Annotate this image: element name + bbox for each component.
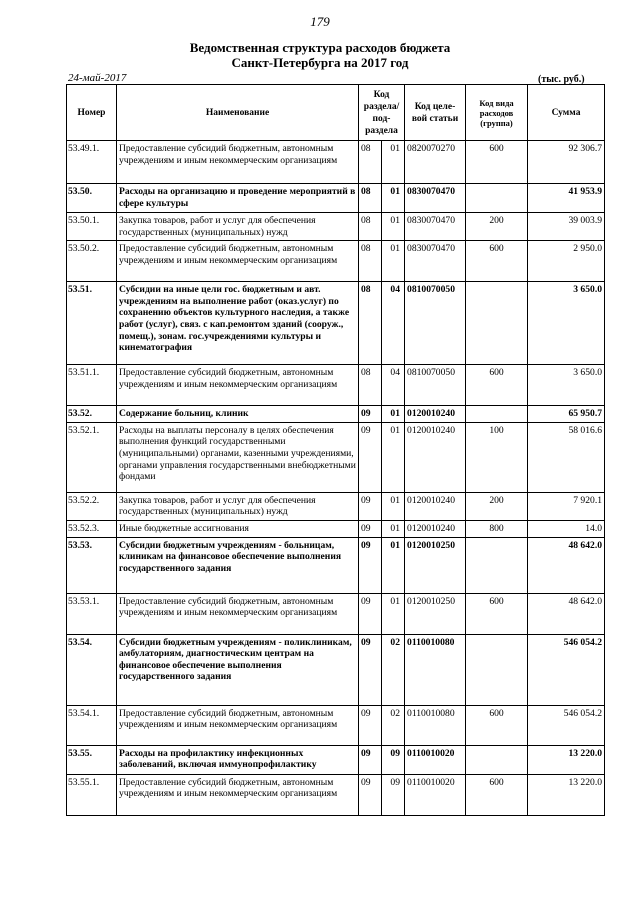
row-target-article: 0120010250: [405, 593, 466, 634]
row-target-article: 0810070050: [405, 365, 466, 406]
table-row: [67, 705, 605, 745]
row-section: 09: [359, 705, 382, 745]
row-expense-type: 600: [466, 141, 528, 184]
row-subsection: 01: [382, 422, 405, 492]
row-section: 08: [359, 365, 382, 406]
row-subsection: 01: [382, 213, 405, 241]
table-row: [67, 634, 605, 705]
row-number: 53.52.: [67, 406, 117, 423]
row-expense-type: [466, 184, 528, 213]
header-name: Наименование: [117, 85, 359, 141]
row-sum: 13 220.0: [528, 774, 605, 815]
table-row: [67, 520, 605, 537]
row-subsection: 01: [382, 492, 405, 520]
row-section: 09: [359, 520, 382, 537]
table-row: [67, 492, 605, 520]
header-number: Номер: [67, 85, 117, 141]
row-name: Субсидии бюджетным учреждениям - больницам, клиникам на финансовое обеспечение выполнения государственного задания: [117, 537, 359, 593]
row-name: Расходы на организацию и проведение мероприятий в сфере культуры: [117, 184, 359, 213]
header-section: Код раздела/ под- раздела: [359, 85, 405, 141]
row-number: 53.54.1.: [67, 705, 117, 745]
row-target-article: 0830070470: [405, 213, 466, 241]
row-expense-type: 100: [466, 422, 528, 492]
table-row: [67, 184, 605, 213]
row-target-article: 0830070470: [405, 184, 466, 213]
row-section: 09: [359, 745, 382, 774]
row-target-article: 0120010240: [405, 520, 466, 537]
row-number: 53.52.3.: [67, 520, 117, 537]
row-subsection: 01: [382, 537, 405, 593]
row-subsection: 04: [382, 282, 405, 365]
table-row: [67, 141, 605, 184]
row-number: 53.53.: [67, 537, 117, 593]
row-sum: 92 306.7: [528, 141, 605, 184]
row-subsection: 01: [382, 141, 405, 184]
row-expense-type: 600: [466, 365, 528, 406]
row-sum: 39 003.9: [528, 213, 605, 241]
row-number: 53.52.1.: [67, 422, 117, 492]
row-number: 53.55.: [67, 745, 117, 774]
row-name: Закупка товаров, работ и услуг для обеспечения государственных (муниципальных) нужд: [117, 213, 359, 241]
row-subsection: 01: [382, 184, 405, 213]
title-line-1: Ведомственная структура расходов бюджета: [189, 40, 451, 55]
row-expense-type: 200: [466, 213, 528, 241]
row-target-article: 0110010020: [405, 745, 466, 774]
row-sum: 48 642.0: [528, 537, 605, 593]
row-target-article: 0830070470: [405, 241, 466, 282]
table-row: [67, 282, 605, 365]
row-expense-type: 800: [466, 520, 528, 537]
row-number: 53.50.2.: [67, 241, 117, 282]
row-sum: 2 950.0: [528, 241, 605, 282]
row-section: 09: [359, 593, 382, 634]
row-sum: 65 950.7: [528, 406, 605, 423]
header-expense-type: Код вида расходов (группа): [466, 85, 528, 141]
row-sum: 3 650.0: [528, 282, 605, 365]
table-row: [67, 593, 605, 634]
row-expense-type: 600: [466, 705, 528, 745]
row-expense-type: [466, 634, 528, 705]
row-name: Закупка товаров, работ и услуг для обеспечения государственных (муниципальных) нужд: [117, 492, 359, 520]
row-subsection: 09: [382, 774, 405, 815]
row-name: Расходы на выплаты персоналу в целях обеспечения выполнения функций государственными (муниципальными) органами, казенными учреждениями, органами управления государственными внебюджетными фондами: [117, 422, 359, 492]
row-name: Расходы на профилактику инфекционных заболеваний, включая иммунопрофилактику: [117, 745, 359, 774]
row-section: 08: [359, 184, 382, 213]
row-number: 53.49.1.: [67, 141, 117, 184]
table-row: [67, 406, 605, 423]
row-section: 08: [359, 141, 382, 184]
header-target-article: Код целе- вой статьи: [405, 85, 466, 141]
document-date: 24-май-2017: [68, 72, 127, 84]
row-target-article: 0110010080: [405, 634, 466, 705]
table-row: [67, 422, 605, 492]
document-title: [0, 40, 640, 70]
table-row: [67, 774, 605, 815]
row-sum: 48 642.0: [528, 593, 605, 634]
row-name: Субсидии на иные цели гос. бюджетным и авт. учреждениям на выполнение работ (оказ.услуг) по сохранению объектов культурного наследия, а также работ (услуг), связ. с кап.ремонтом зданий (сооруж., помещ.), зонам. гос.учреждениями культуры и кинематография: [117, 282, 359, 365]
page-number: 179: [310, 14, 330, 29]
row-expense-type: [466, 282, 528, 365]
row-sum: 58 016.6: [528, 422, 605, 492]
row-target-article: 0110010020: [405, 774, 466, 815]
row-name: Предоставление субсидий бюджетным, автономным учреждениям и иным некоммерческим организациям: [117, 774, 359, 815]
row-number: 53.55.1.: [67, 774, 117, 815]
table-header-row: [67, 85, 605, 141]
row-target-article: 0120010240: [405, 422, 466, 492]
row-section: 09: [359, 634, 382, 705]
table-row: [67, 241, 605, 282]
row-subsection: 01: [382, 520, 405, 537]
row-name: Предоставление субсидий бюджетным, автономным учреждениям и иным некоммерческим организациям: [117, 593, 359, 634]
row-name: Содержание больниц, клиник: [117, 406, 359, 423]
row-number: 53.54.: [67, 634, 117, 705]
row-number: 53.50.: [67, 184, 117, 213]
row-sum: 41 953.9: [528, 184, 605, 213]
table-row: [67, 365, 605, 406]
row-sum: 7 920.1: [528, 492, 605, 520]
row-number: 53.51.: [67, 282, 117, 365]
row-expense-type: 600: [466, 774, 528, 815]
row-sum: 14.0: [528, 520, 605, 537]
table-row: [67, 213, 605, 241]
row-expense-type: [466, 745, 528, 774]
row-name: Предоставление субсидий бюджетным, автономным учреждениям и иным некоммерческим организациям: [117, 705, 359, 745]
row-section: 09: [359, 406, 382, 423]
row-subsection: 01: [382, 406, 405, 423]
row-name: Предоставление субсидий бюджетным, автономным учреждениям и иным некоммерческим организациям: [117, 141, 359, 184]
row-section: 09: [359, 537, 382, 593]
row-number: 53.52.2.: [67, 492, 117, 520]
row-expense-type: 600: [466, 593, 528, 634]
row-section: 08: [359, 282, 382, 365]
row-sum: 3 650.0: [528, 365, 605, 406]
row-subsection: 02: [382, 705, 405, 745]
row-expense-type: [466, 537, 528, 593]
row-target-article: 0120010240: [405, 406, 466, 423]
row-sum: 546 054.2: [528, 634, 605, 705]
table-row: [67, 745, 605, 774]
budget-table: [66, 84, 605, 816]
row-target-article: 0120010240: [405, 492, 466, 520]
row-name: Иные бюджетные ассигнования: [117, 520, 359, 537]
row-number: 53.53.1.: [67, 593, 117, 634]
row-sum: 546 054.2: [528, 705, 605, 745]
row-section: 09: [359, 492, 382, 520]
row-expense-type: 200: [466, 492, 528, 520]
row-target-article: 0820070270: [405, 141, 466, 184]
row-subsection: 02: [382, 634, 405, 705]
row-target-article: 0120010250: [405, 537, 466, 593]
row-number: 53.51.1.: [67, 365, 117, 406]
header-sum: Сумма: [528, 85, 605, 141]
table-row: [67, 537, 605, 593]
row-name: Предоставление субсидий бюджетным, автономным учреждениям и иным некоммерческим организациям: [117, 241, 359, 282]
row-subsection: 01: [382, 593, 405, 634]
row-expense-type: [466, 406, 528, 423]
row-subsection: 01: [382, 241, 405, 282]
row-subsection: 04: [382, 365, 405, 406]
row-section: 09: [359, 774, 382, 815]
row-name: Предоставление субсидий бюджетным, автономным учреждениям и иным некоммерческим организациям: [117, 365, 359, 406]
title-line-2: Санкт-Петербурга на 2017 год: [231, 55, 409, 70]
row-section: 08: [359, 241, 382, 282]
row-number: 53.50.1.: [67, 213, 117, 241]
units-label: (тыс. руб.): [538, 74, 585, 85]
row-section: 09: [359, 422, 382, 492]
row-expense-type: 600: [466, 241, 528, 282]
row-section: 08: [359, 213, 382, 241]
row-target-article: 0810070050: [405, 282, 466, 365]
table-body: [67, 141, 605, 816]
row-sum: 13 220.0: [528, 745, 605, 774]
row-name: Субсидии бюджетным учреждениям - поликлиникам, амбулаториям, диагностическим центрам на финансовое обеспечение выполнения государственного задания: [117, 634, 359, 705]
row-subsection: 09: [382, 745, 405, 774]
row-target-article: 0110010080: [405, 705, 466, 745]
